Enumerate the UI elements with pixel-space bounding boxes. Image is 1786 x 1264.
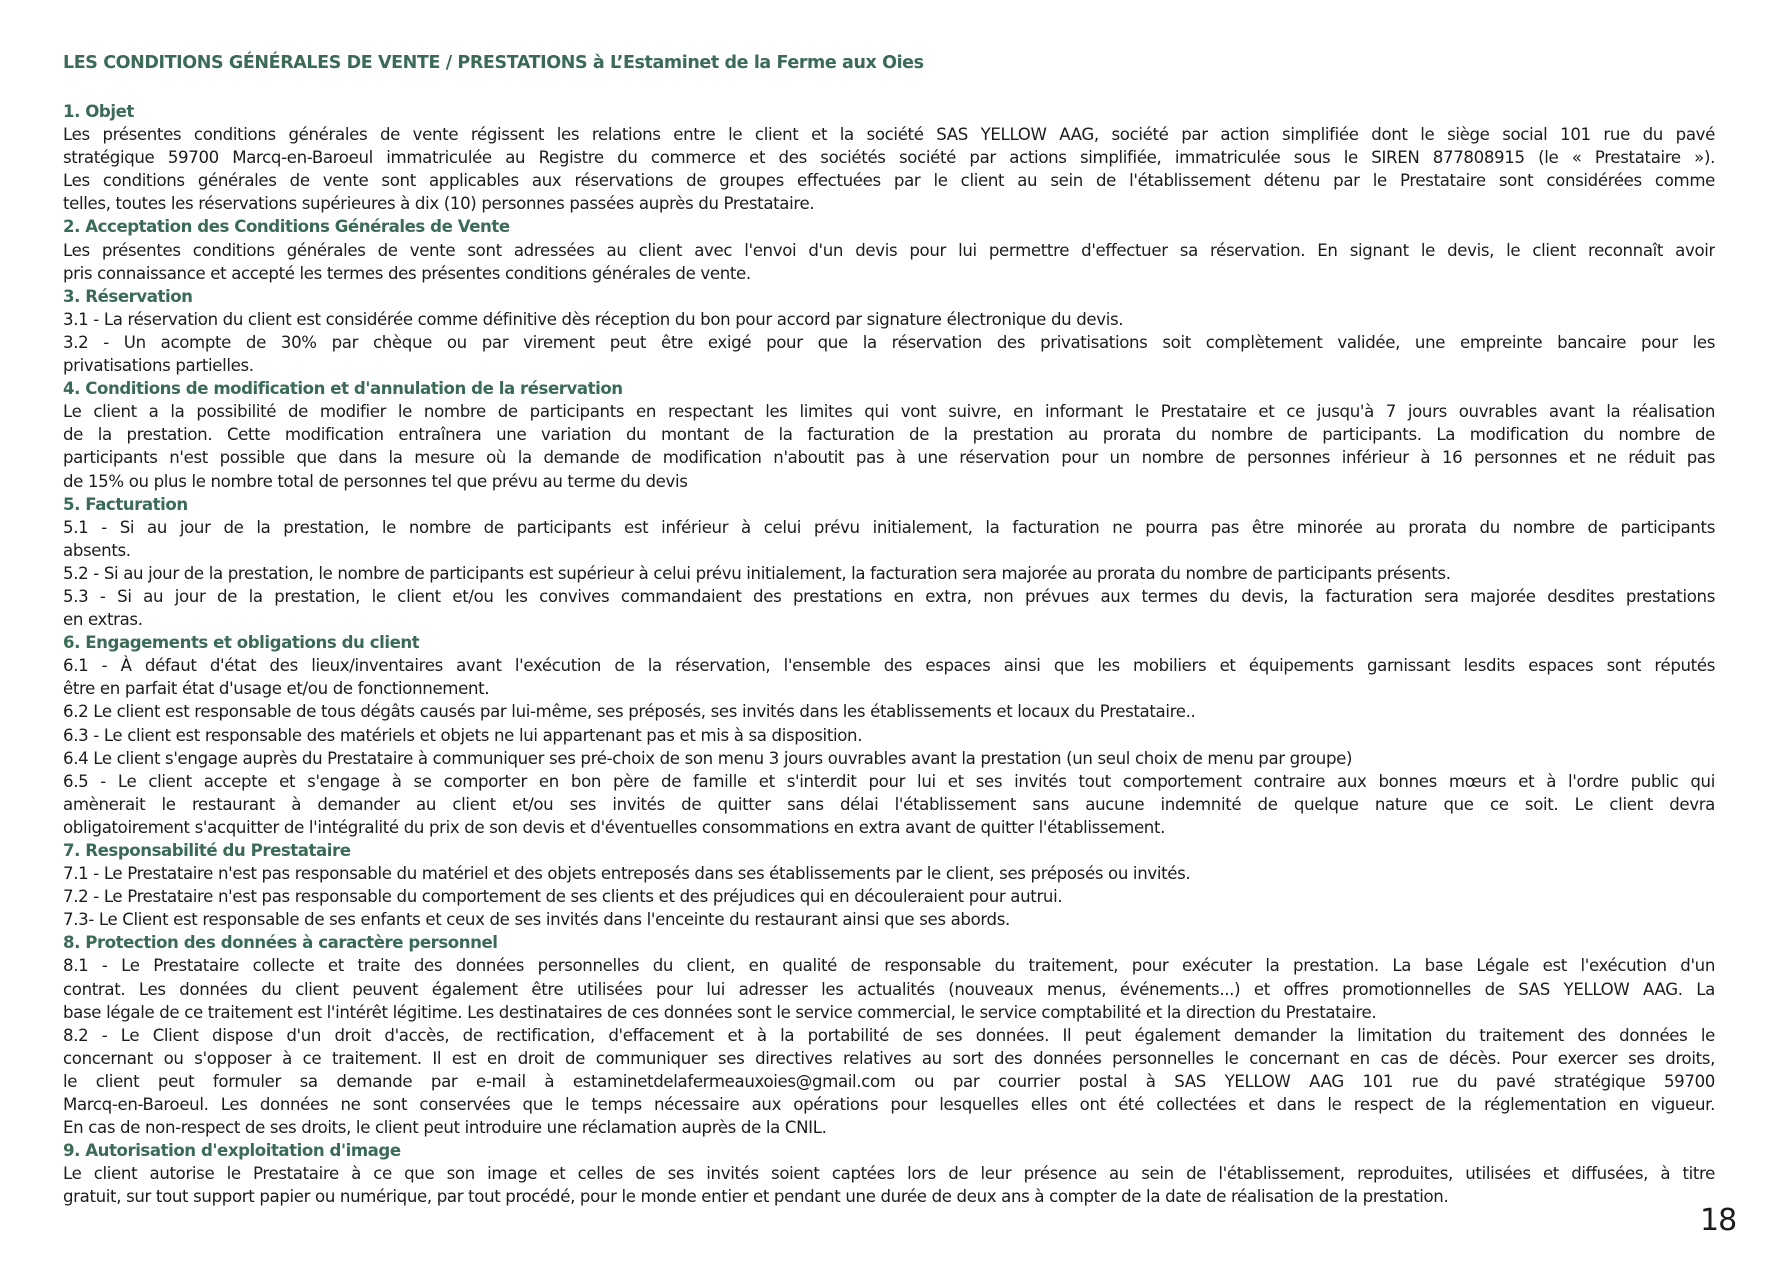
section-heading: 8. Protection des données à caractère personnel xyxy=(63,933,498,953)
text-line: base légale de ce traitement est l'intérêt légitime. Les destinataires de ces données sont le service commercial, le service comptabilité et la direction du Prestataire. xyxy=(63,1002,1377,1022)
text-line: 6.3 - Le client est responsable des matériels et objets ne lui appartenant pas et mis à sa disposition. xyxy=(63,725,863,745)
text-line: 3.1 - La réservation du client est considérée comme définitive dès réception du bon pour accord par signature électronique du devis. xyxy=(63,309,1124,329)
section-heading: 5. Facturation xyxy=(63,494,188,514)
text-line: amènerait le restaurant à demander au client et/ou ses invités de quitter sans délai l'établissement sans aucune indemnité de quelque nature que ce soit. Le client devra xyxy=(63,794,1715,814)
text-line: stratégique 59700 Marcq-en-Baroeul immatriculée au Registre du commerce et des sociétés société par actions simplifiée, immatriculée sous le SIREN 877808915 (le « Prestataire »). xyxy=(63,148,1715,168)
text-line: Les conditions générales de vente sont applicables aux réservations de groupes effectuées par le client au sein de l'établissement détenu par le Prestataire sont considérées comme xyxy=(63,171,1715,191)
section-heading: 2. Acceptation des Conditions Générales de Vente xyxy=(63,217,510,237)
text-line: 3.2 - Un acompte de 30% par chèque ou par virement peut être exigé pour que la réservation des privatisations soit complètement validée, une empreinte bancaire pour les xyxy=(63,332,1715,352)
text-line: 7.3- Le Client est responsable de ses enfants et ceux de ses invités dans l'enceinte du restaurant ainsi que ses abords. xyxy=(63,910,1010,930)
section-heading: 1. Objet xyxy=(63,102,134,121)
text-line: contrat. Les données du client peuvent également être utilisées pour lui adresser les actualités (nouveaux menus, événements...) et offres promotionnelles de SAS YELLOW AAG. La xyxy=(63,979,1715,999)
section-heading: 4. Conditions de modification et d'annulation de la réservation xyxy=(63,379,623,399)
text-line: le client peut formuler sa demande par e-mail à estaminetdelafermeauxoies@gmail.com ou par courrier postal à SAS YELLOW AAG 101 rue du pavé stratégique 59700 xyxy=(63,1071,1715,1091)
text-line: Le client a la possibilité de modifier le nombre de participants en respectant les limites qui vont suivre, en informant le Prestataire et ce jusqu'à 7 jours ouvrables avant la réalisation xyxy=(63,402,1715,422)
page-number: 18 xyxy=(1700,1203,1737,1238)
text-line: concernant ou s'opposer à ce traitement. Il est en droit de communiquer ses directives relatives au sort des données personnelles le concernant en cas de décès. Pour exercer ses droits, xyxy=(63,1048,1715,1068)
text-line: 6.2 Le client est responsable de tous dégâts causés par lui-même, ses préposés, ses invités dans les établissements et locaux du Prestataire.. xyxy=(63,702,1196,722)
text-line: 5.1 - Si au jour de la prestation, le nombre de participants est inférieur à celui prévu initialement, la facturation ne pourra pas être minorée au prorata du nombre de participants xyxy=(63,517,1715,537)
text-line: privatisations partielles. xyxy=(63,356,254,376)
text-line: obligatoirement s'acquitter de l'intégralité du prix de son devis et d'éventuelles consommations en extra avant de quitter l'établissement. xyxy=(63,817,1166,837)
text-line: 5.3 - Si au jour de la prestation, le client et/ou les convives commandaient des prestations en extra, non prévues aux termes du devis, la facturation sera majorée desdites prestations xyxy=(63,586,1715,606)
section-heading: 7. Responsabilité du Prestataire xyxy=(63,841,351,860)
text-line: participants n'est possible que dans la mesure où la demande de modification n'aboutit pas à une réservation pour un nombre de personnes inférieur à 16 personnes et ne réduit pas xyxy=(63,448,1715,468)
text-line: 8.2 - Le Client dispose d'un droit d'accès, de rectification, d'effacement et à la portabilité de ses données. Il peut également demander la limitation du traitement des données le xyxy=(63,1025,1715,1045)
text-line: 7.1 - Le Prestataire n'est pas responsable du matériel et des objets entreposés dans ses établissements par le client, ses préposés ou invités. xyxy=(63,864,1191,884)
text-line: 7.2 - Le Prestataire n'est pas responsable du comportement de ses clients et des préjudices qui en découleraient pour autrui. xyxy=(63,887,1063,907)
text-line: pris connaissance et accepté les termes des présentes conditions générales de vente. xyxy=(63,263,751,283)
document-body xyxy=(63,100,1715,1209)
text-line: être en parfait état d'usage et/ou de fonctionnement. xyxy=(63,679,490,699)
text-line: Marcq-en-Baroeul. Les données ne sont conservées que le temps nécessaire aux opérations pour lesquelles elles ont été collectées et dans le respect de la réglementation en vigueur. xyxy=(63,1095,1715,1115)
text-line: Les présentes conditions générales de vente sont adressées au client avec l'envoi d'un devis pour lui permettre d'effectuer sa réservation. En signant le devis, le client reconnaît avoir xyxy=(63,240,1715,260)
text-line: en extras. xyxy=(63,610,143,630)
text-line: 5.2 - Si au jour de la prestation, le nombre de participants est supérieur à celui prévu initialement, la facturation sera majorée au prorata du nombre de participants présents. xyxy=(63,563,1451,583)
text-line: Le client autorise le Prestataire à ce que son image et celles de ses invités soient captées lors de leur présence au sein de l'établissement, reproduites, utilisées et diffusées, à titre xyxy=(63,1164,1715,1184)
section-heading: 6. Engagements et obligations du client xyxy=(63,633,420,653)
text-line: Les présentes conditions générales de vente régissent les relations entre le client et la société SAS YELLOW AAG, société par action simplifiée dont le siège social 101 rue du pavé xyxy=(63,125,1715,145)
text-line: En cas de non-respect de ses droits, le client peut introduire une réclamation auprès de la CNIL. xyxy=(63,1118,827,1138)
text-line: de la prestation. Cette modification entraînera une variation du montant de la facturation de la prestation au prorata du nombre de participants. La modification du nombre de xyxy=(63,425,1715,445)
text-line: 6.1 - À défaut d'état des lieux/inventaires avant l'exécution de la réservation, l'ensemble des espaces ainsi que les mobiliers et équipements garnissant lesdits espaces sont réputés xyxy=(63,656,1715,676)
text-line: 8.1 - Le Prestataire collecte et traite des données personnelles du client, en qualité de responsable du traitement, pour exécuter la prestation. La base Légale est l'exécution d'un xyxy=(63,956,1715,976)
text-line: 6.4 Le client s'engage auprès du Prestataire à communiquer ses pré-choix de son menu 3 jours ouvrables avant la prestation (un seul choix de menu par groupe) xyxy=(63,748,1353,768)
section-heading: 3. Réservation xyxy=(63,286,193,306)
text-line: absents. xyxy=(63,540,131,560)
text-line: de 15% ou plus le nombre total de personnes tel que prévu au terme du devis xyxy=(63,471,688,491)
document-title: LES CONDITIONS GÉNÉRALES DE VENTE / PRESTATIONS à L’Estaminet de la Ferme aux Oies xyxy=(63,53,924,73)
text-line: gratuit, sur tout support papier ou numérique, par tout procédé, pour le monde entier et pendant une durée de deux ans à compter de la date de réalisation de la prestation. xyxy=(63,1187,1449,1207)
section-heading: 9. Autorisation d'exploitation d'image xyxy=(63,1141,401,1161)
text-line: telles, toutes les réservations supérieures à dix (10) personnes passées auprès du Prestataire. xyxy=(63,194,815,214)
text-line: 6.5 - Le client accepte et s'engage à se comporter en bon père de famille et s'interdit pour lui et ses invités tout comportement contraire aux bonnes mœurs et à l'ordre public qui xyxy=(63,771,1715,791)
